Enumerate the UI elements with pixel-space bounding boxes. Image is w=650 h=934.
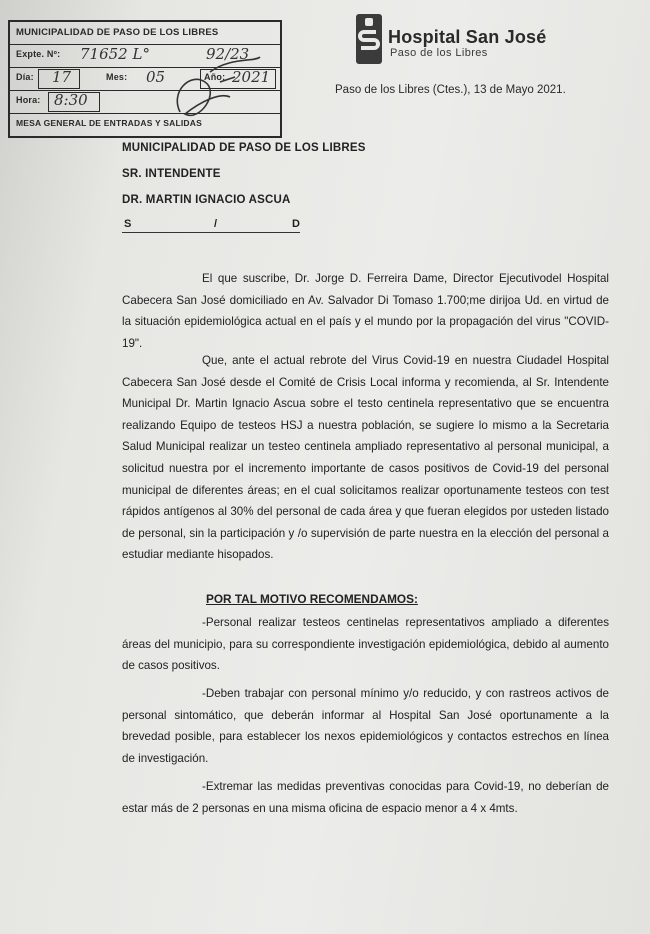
stamp-expte-value: 71652 L° (80, 45, 150, 63)
logo-title: Hospital San José (388, 27, 547, 47)
recipient-line-1: MUNICIPALIDAD DE PASO DE LOS LIBRES (122, 142, 366, 154)
stamp-dia-label: Día: (16, 72, 34, 82)
body-paragraph-2: Que, ante el actual rebrote del Virus Covid-19 en nuestra Ciudadel Hospital Cabecera San José desde el Comité de Crisis Local informa y recomienda, al Sr. Intendente Municipal Dr. Martin Ignacio Ascua sobre el testo centinela representativo que se encuentra realizando Equipo de testeos HSJ a nuestra población, se sugiere lo mismo a la Secretaria Salud Municipal realizar un testeo centinela ampliado representativo al personal municipal, a solicitud nuestra por el incremento importante de casos positivos de Covid-19 del personal municipal de diferentes áreas; en el cual solicitamos realizar oportunamente testeos con test rápidos antígenos al 30% del personal de cada área y que fueran elegidos por usteden listado de personal, sin la participación y /o supervisión de parte nuestra en la elección del personal a estudiar mediante hisopados. (122, 354, 609, 562)
recommendation-3: -Extremar las medidas preventivas conocidas para Covid-19, no deberían de estar más de 2 personas en una misma oficina de espacio menor a 4 x 4mts. (122, 780, 609, 815)
handwritten-signature (160, 52, 270, 132)
sd-slash: / (214, 218, 218, 230)
stamp-hora-label: Hora: (16, 95, 41, 105)
recipient-line-3: DR. MARTIN IGNACIO ASCUA (122, 194, 291, 206)
stamp-mes-label: Mes: (106, 72, 128, 82)
hospital-logo-icon (356, 14, 382, 64)
recommendation-1: -Personal realizar testeos centinelas representativos ampliado a diferentes áreas del municipio, para su correspondiente investigación epidemiológica, debido al aumento de casos positivos. (122, 616, 609, 673)
recommendation-2: -Deben trabajar con personal mínimo y/o reducido, y con rastreos activos de personal sintomático, que deberán informar al Hospital San José oportunamente a la brevedad posible, para establecer los nexos epidemiológicos y contactos estrechos en línea de investigación. (122, 687, 609, 765)
reception-stamp (8, 20, 282, 138)
stamp-mes-value: 05 (146, 68, 166, 86)
recommendations-heading: POR TAL MOTIVO RECOMENDAMOS: (206, 592, 418, 606)
stamp-expte-label: Expte. Nº: (16, 49, 61, 59)
stamp-expte-extra: 92/23 (206, 45, 250, 63)
logo-subtitle: Paso de los Libres (390, 47, 488, 59)
sd-s: S (124, 218, 132, 230)
recipient-line-2: SR. INTENDENTE (122, 168, 221, 180)
stamp-hora-value: 8:30 (54, 91, 88, 109)
letter-date: Paso de los Libres (Ctes.), 13 de Mayo 2021. (335, 84, 566, 96)
stamp-dia-value: 17 (52, 68, 72, 86)
stamp-anio-value: 2021 (232, 68, 271, 86)
stamp-footer: MESA GENERAL DE ENTRADAS Y SALIDAS (16, 118, 202, 128)
stamp-title: MUNICIPALIDAD DE PASO DE LOS LIBRES (16, 27, 219, 38)
salutation-sd (122, 218, 300, 233)
sd-d: D (292, 218, 300, 230)
stamp-anio-label: Año: (204, 72, 226, 82)
body-paragraph-1: El que suscribe, Dr. Jorge D. Ferreira Dame, Director Ejecutivodel Hospital Cabecera San José domiciliado en Av. Salvador Di Tomaso 1.700;me dirijoa Ud. en virtud de la situación epidemiológica actual en el país y el mundo por la propagación del virus "COVID-19". (122, 272, 609, 350)
